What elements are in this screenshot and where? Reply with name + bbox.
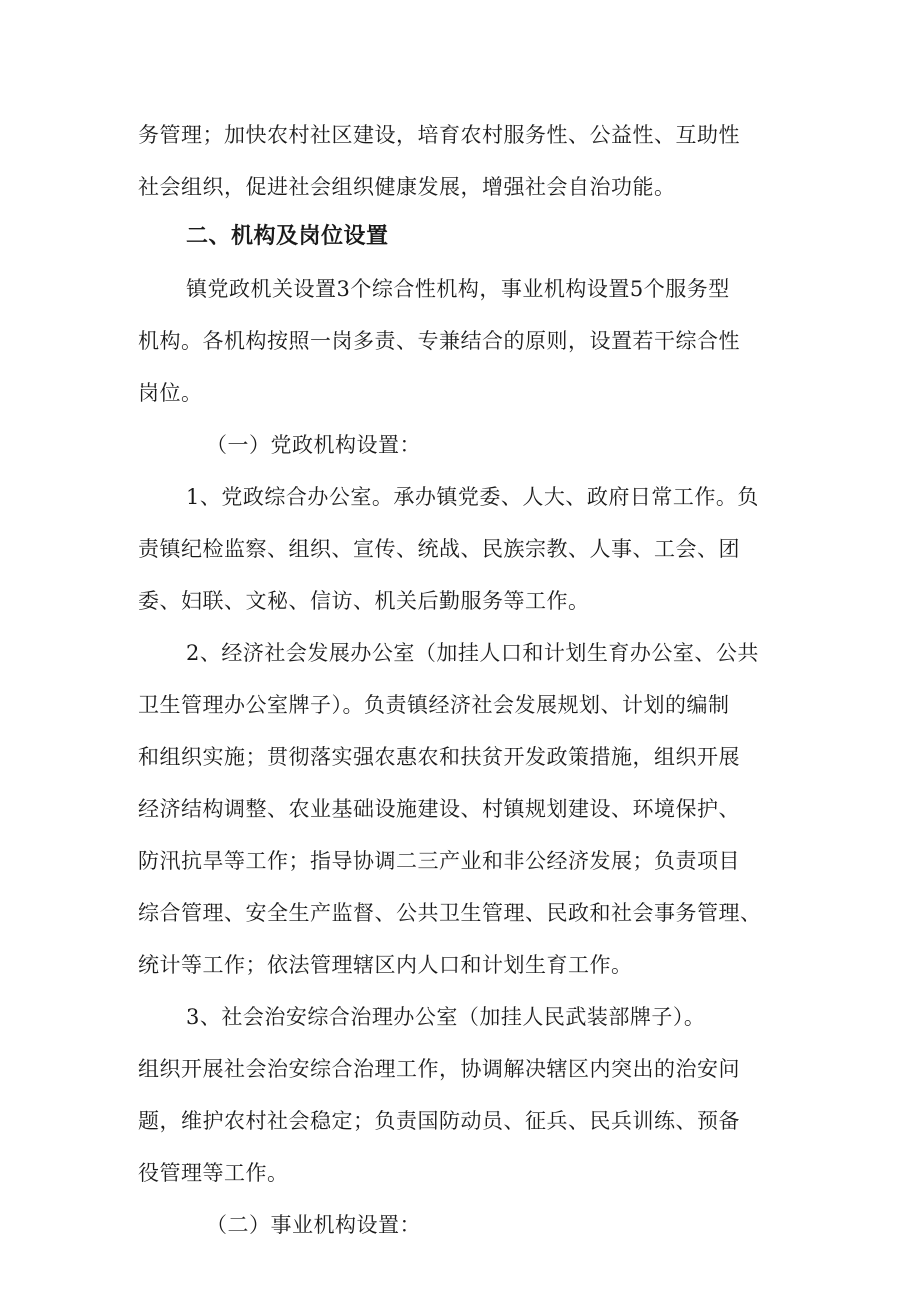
paragraph-line: 卫生管理办公室牌子）。负责镇经济社会发展规划、计划的编制 [138,693,730,717]
document-page [138,117,798,1237]
paragraph-line: 委、妇联、文秘、信访、机关后勤服务等工作。 [138,589,590,613]
paragraph-line: 责镇纪检监察、组织、宣传、统战、民族宗教、人事、工会、团 [138,537,740,561]
paragraph-line: 1、党政综合办公室。承办镇党委、人大、政府日常工作。负 [186,485,759,509]
paragraph-line: 3、社会治安综合治理办公室（加挂人民武装部牌子）。 [186,1005,706,1029]
paragraph-line: 统计等工作；依法管理辖区内人口和计划生育工作。 [138,953,633,977]
paragraph-line: 岗位。 [138,381,203,405]
paragraph-line: 务管理；加快农村社区建设，培育农村服务性、公益性、互助性 [138,123,740,147]
paragraph-line: 题，维护农村社会稳定；负责国防动员、征兵、民兵训练、预备 [138,1109,740,1133]
section-heading: 二、机构及岗位设置 [186,224,389,249]
paragraph-line: 镇党政机关设置3个综合性机构，事业机构设置5个服务型 [186,277,730,301]
paragraph-line: 和组织实施；贯彻落实强农惠农和扶贫开发政策措施，组织开展 [138,745,740,769]
paragraph-line: 社会组织，促进社会组织健康发展，增强社会自治功能。 [138,175,676,199]
subsection-heading: （一）党政机构设置： [206,433,421,457]
paragraph-line: 组织开展社会治安综合治理工作，协调解决辖区内突出的治安问 [138,1057,740,1081]
paragraph-line: 综合管理、安全生产监督、公共卫生管理、民政和社会事务管理、 [138,901,762,925]
subsection-heading: （二）事业机构设置： [206,1213,421,1237]
paragraph-line: 防汛抗旱等工作；指导协调二三产业和非公经济发展；负责项目 [138,849,740,873]
paragraph-line: 经济结构调整、农业基础设施建设、村镇规划建设、环境保护、 [138,797,740,821]
paragraph-line: 役管理等工作。 [138,1161,289,1185]
paragraph-line: 机构。各机构按照一岗多责、专兼结合的原则，设置若干综合性 [138,329,740,353]
paragraph-line: 2、经济社会发展办公室（加挂人口和计划生育办公室、公共 [186,641,759,665]
